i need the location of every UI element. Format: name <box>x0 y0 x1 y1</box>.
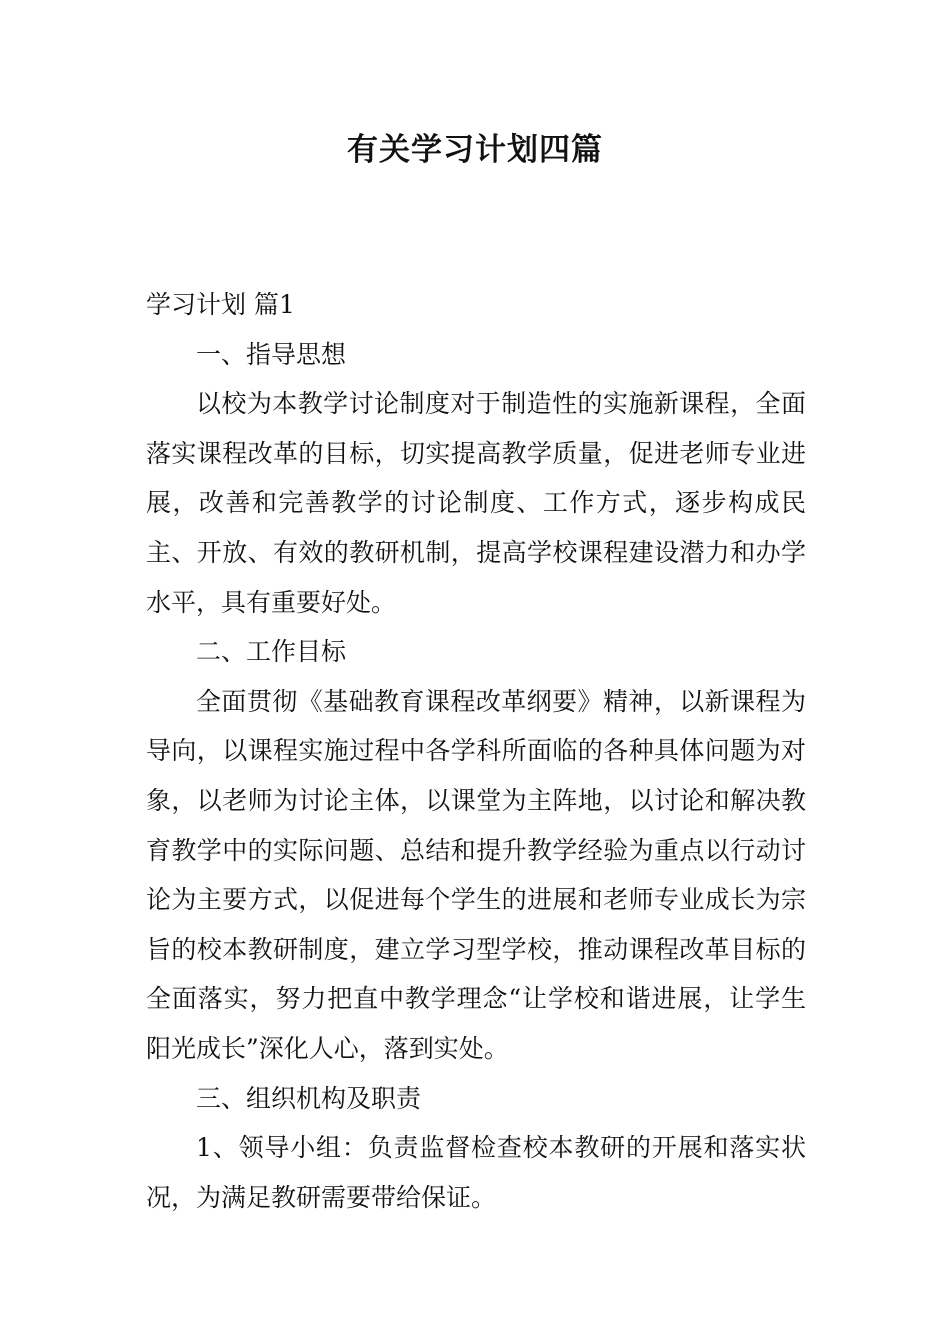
paragraph-work-goals: 全面贯彻《基础教育课程改革纲要》精神，以新课程为导向，以课程实施过程中各学科所面临的各种具体问题为对象，以老师为讨论主体，以课堂为主阵地，以讨论和解决教育教学中的实际问题、总结和提升教学经验为重点以行动讨论为主要方式，以促进每个学生的进展和老师专业成长为宗旨的校本教研制度，建立学习型学校，推动课程改革目标的全面落实，努力把直中教学理念“让学校和谐进展，让学生阳光成长”深化人心，落到实处。 <box>146 686 806 1063</box>
heading-guiding-ideology: 一、指导思想 <box>196 339 347 369</box>
paragraph-leadership-group: 1、领导小组：负责监督检查校本教研的开展和落实状况，为满足教研需要带给保证。 <box>146 1133 806 1212</box>
section-label: 学习计划 篇1 <box>146 290 295 319</box>
heading-work-goals: 二、工作目标 <box>196 637 347 667</box>
heading-organization: 三、组织机构及职责 <box>196 1083 422 1113</box>
document-body <box>146 280 806 1222</box>
paragraph-guiding-ideology: 以校为本教学讨论制度对于制造性的实施新课程，全面落实课程改革的目标，切实提高教学质量，促进老师专业进展，改善和完善教学的讨论制度、工作方式，逐步构成民主、开放、有效的教研机制，提高学校课程建设潜力和办学水平，具有重要好处。 <box>146 389 806 617</box>
document-title: 有关学习计划四篇 <box>347 132 603 168</box>
